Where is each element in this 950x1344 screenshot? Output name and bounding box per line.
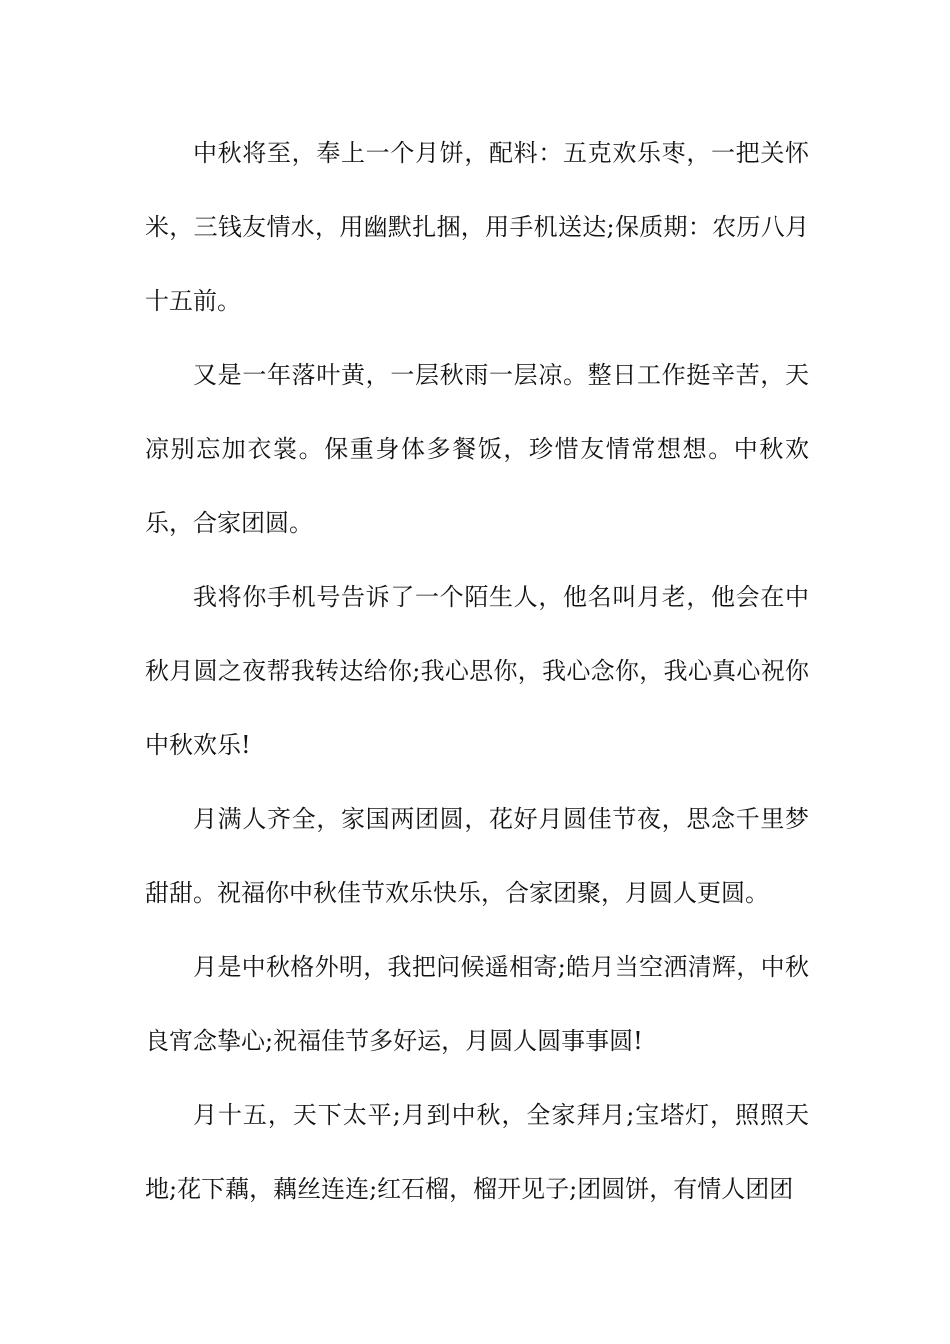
paragraph-1: 中秋将至，奉上一个月饼，配料：五克欢乐枣，一把关怀米，三钱友情水，用幽默扎捆，用手机送达;保质期：农历八月十五前。 [145,139,809,315]
paragraph-5: 月是中秋格外明，我把问候遥相寄;皓月当空洒清辉，中秋良宵念挚心;祝福佳节多好运，月圆人圆事事圆! [145,953,809,1055]
paragraph-4: 月满人齐全，家国两团圆，花好月圆佳节夜，思念千里梦甜甜。祝福你中秋佳节欢乐快乐，合家团聚，月圆人更圆。 [145,805,809,907]
document-body [145,116,809,1226]
paragraph-3: 我将你手机号告诉了一个陌生人，他名叫月老，他会在中秋月圆之夜帮我转达给你;我心思你，我心念你，我心真心祝你中秋欢乐! [145,583,809,759]
paragraph-6: 月十五，天下太平;月到中秋，全家拜月;宝塔灯，照照天地;花下藕，藕丝连连;红石榴，榴开见子;团圆饼，有情人团团 [145,1101,809,1203]
paragraph-2: 又是一年落叶黄，一层秋雨一层凉。整日工作挺辛苦，天凉别忘加衣裳。保重身体多餐饭，珍惜友情常想想。中秋欢乐，合家团圆。 [145,361,809,537]
